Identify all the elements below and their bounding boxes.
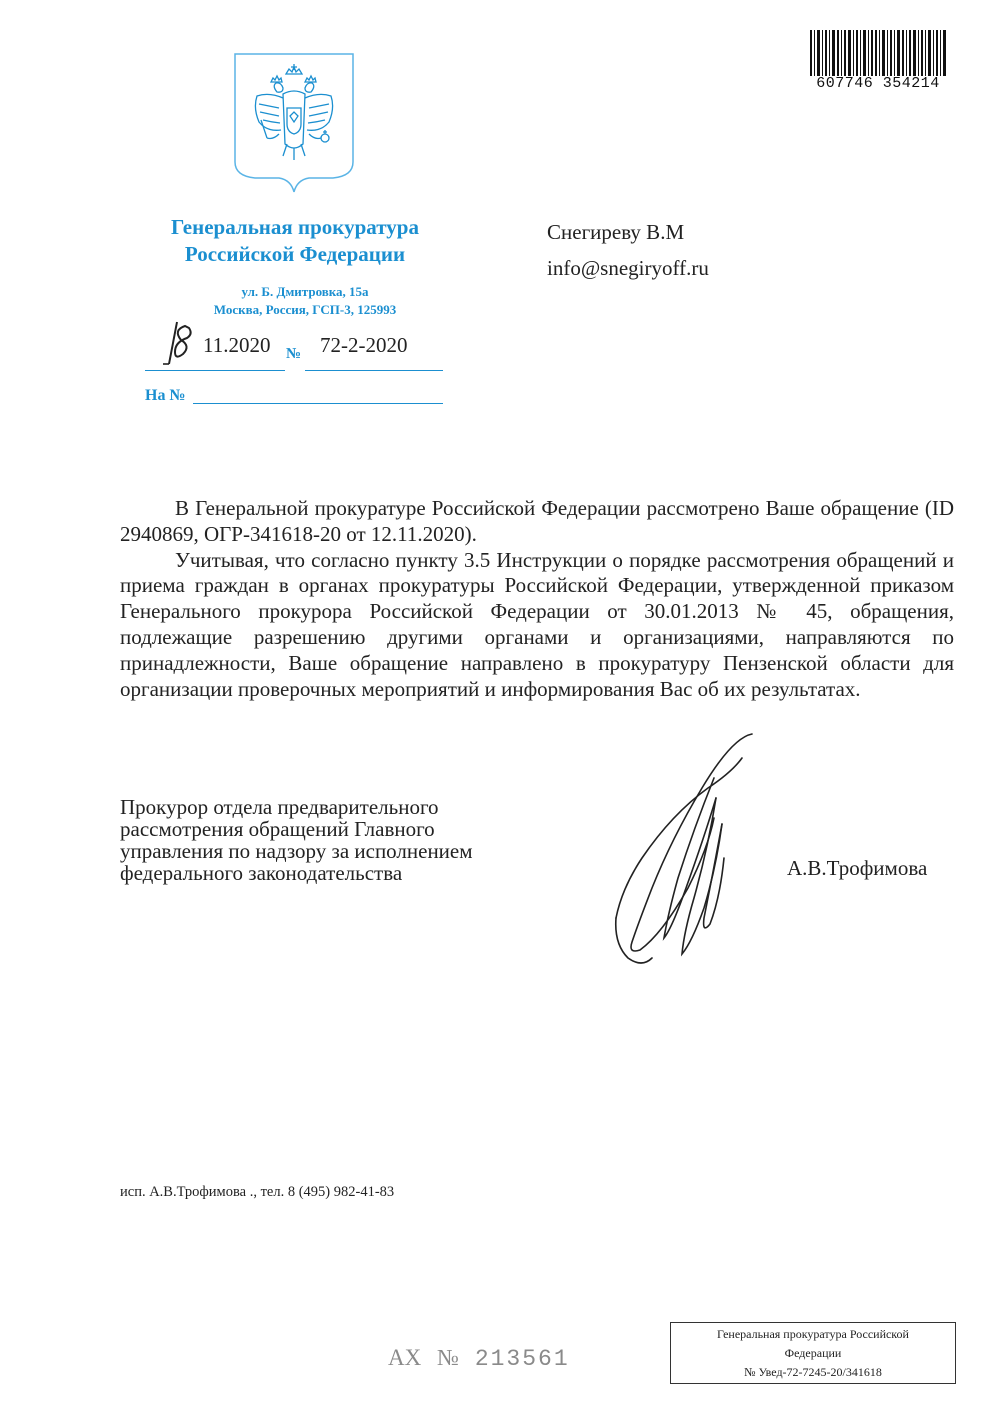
registration-stamp-line1: Генеральная прокуратура Российской bbox=[717, 1327, 909, 1341]
addressee bbox=[547, 214, 709, 286]
addressee-name: Снегиреву В.М bbox=[547, 220, 685, 244]
signatory-title-line: Прокурор отдела предварительного bbox=[120, 795, 439, 819]
address-line1: ул. Б. Дмитровка, 15а bbox=[241, 284, 369, 299]
organization-address bbox=[190, 283, 420, 319]
signatory-title-line: рассмотрения обращений Главного bbox=[120, 817, 435, 841]
barcode-icon bbox=[808, 30, 948, 76]
date-underline bbox=[145, 370, 285, 371]
signatory-title-line: управления по надзору за исполнением bbox=[120, 839, 473, 863]
number-label: № bbox=[286, 346, 302, 362]
organization-name bbox=[130, 214, 460, 268]
number-underline bbox=[305, 370, 443, 371]
signatory-name: А.В.Трофимова bbox=[787, 856, 928, 880]
body-paragraph: В Генеральной прокуратуре Российской Федерации рассмотрено Ваше обращение (ID 2940869, ОГР-341618-20 от 12.11.2020). bbox=[120, 496, 954, 546]
body-paragraph: Учитывая, что согласно пункту 3.5 Инструкции о порядке рассмотрения обращений и приема граждан в органах прокуратуры Российской Федерации, утвержденной приказом Генерального прокурора Российской Федерации от 30.01.2013 № 45, обращения, подлежащие разрешению другими органами и организациями, направляются по принадлежности, Ваше обращение направлено в прокуратуру Пензенской области для организации проверочных мероприятий и информирования Вас об их результатах. bbox=[120, 547, 954, 701]
barcode bbox=[808, 30, 948, 94]
reply-to-underline bbox=[193, 403, 443, 404]
document-number: 72-2-2020 bbox=[320, 333, 408, 357]
addressee-email: info@snegiryoff.ru bbox=[547, 256, 709, 280]
signatory-title-line: федерального законодательства bbox=[120, 861, 403, 885]
registration-stamp-line3: № Увед-72-7245-20/341618 bbox=[744, 1365, 882, 1379]
russian-coat-of-arms-icon bbox=[233, 52, 355, 194]
signatory-title bbox=[120, 796, 540, 884]
serial-series: АХ bbox=[388, 1345, 422, 1370]
executor-contact: исп. А.В.Трофимова ., тел. 8 (495) 982-41-83 bbox=[120, 1184, 395, 1200]
address-line2: Москва, Россия, ГСП-3, 125993 bbox=[213, 302, 397, 317]
serial-sign: № bbox=[437, 1345, 459, 1370]
registration-stamp bbox=[670, 1322, 956, 1384]
reply-to-label: На № bbox=[145, 387, 186, 404]
handwritten-day bbox=[155, 318, 203, 368]
organization-name-line1: Генеральная прокуратура bbox=[171, 215, 419, 239]
document-date: 11.2020 bbox=[203, 333, 271, 357]
organization-name-line2: Российской Федерации bbox=[184, 242, 406, 266]
registration-stamp-line2: Федерации bbox=[784, 1346, 842, 1360]
barcode-number: 607746 354214 bbox=[808, 76, 948, 92]
serial-number: 213561 bbox=[474, 1346, 570, 1372]
handwritten-signature bbox=[612, 728, 762, 968]
form-serial-number bbox=[388, 1345, 570, 1372]
letter-body bbox=[120, 496, 954, 702]
